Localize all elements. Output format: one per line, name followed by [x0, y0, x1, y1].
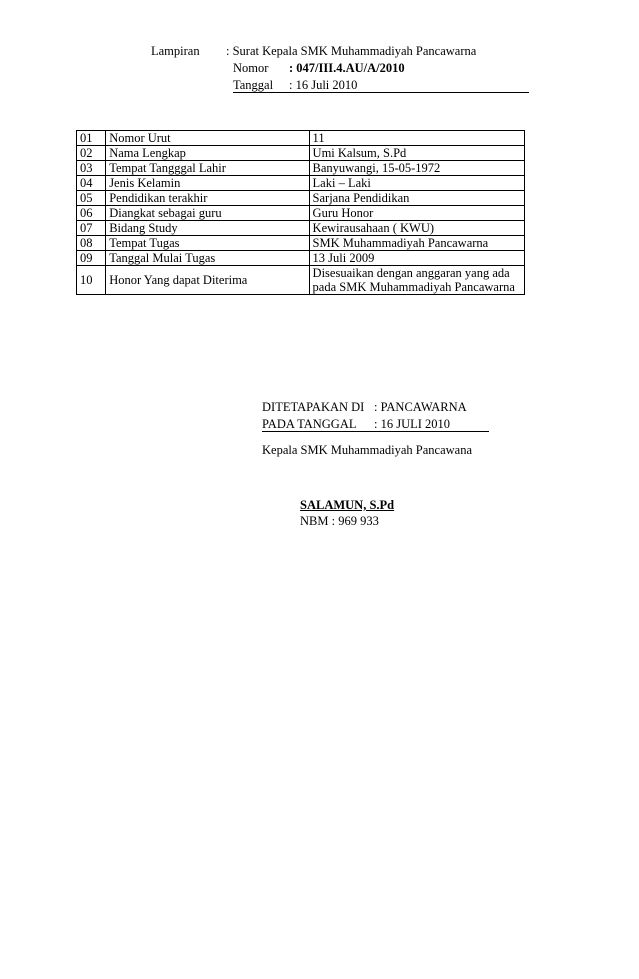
- row-value: 11: [309, 131, 524, 146]
- row-value: Laki – Laki: [309, 176, 524, 191]
- row-value: 13 Juli 2009: [309, 251, 524, 266]
- row-field: Pendidikan terakhir: [106, 191, 309, 206]
- table-row: [77, 236, 525, 251]
- header-underline: [233, 92, 529, 93]
- signer-name: SALAMUN, S.Pd: [300, 498, 395, 512]
- signer-nbm: NBM : 969 933: [300, 514, 379, 528]
- row-field: Jenis Kelamin: [106, 176, 309, 191]
- ditetapkan-label: DITETAPAKAN DI: [262, 400, 365, 414]
- table-row: [77, 146, 525, 161]
- row-number: 03: [77, 161, 106, 176]
- lampiran-value: : Surat Kepala SMK Muhammadiyah Pancawarna: [226, 44, 477, 58]
- nomor-value: : 047/III.4.AU/A/2010: [289, 61, 405, 75]
- row-field: Tempat Tangggal Lahir: [106, 161, 309, 176]
- row-value: Guru Honor: [309, 206, 524, 221]
- row-value: [309, 266, 524, 295]
- row-field: Bidang Study: [106, 221, 309, 236]
- row-value: SMK Muhammadiyah Pancawarna: [309, 236, 524, 251]
- row-number: 06: [77, 206, 106, 221]
- pada-tanggal-label: PADA TANGGAL: [262, 417, 357, 431]
- row-value: Banyuwangi, 15-05-1972: [309, 161, 524, 176]
- tanggal-value: : 16 Juli 2010: [289, 78, 358, 92]
- row-number: 07: [77, 221, 106, 236]
- row-number: 05: [77, 191, 106, 206]
- table-row: [77, 206, 525, 221]
- row-field: Nomor Urut: [106, 131, 309, 146]
- table-row: [77, 176, 525, 191]
- pada-tanggal-value: : 16 JULI 2010: [374, 417, 451, 431]
- signer-title: Kepala SMK Muhammadiyah Pancawana: [262, 443, 473, 457]
- row-number: 01: [77, 131, 106, 146]
- row-field: Tempat Tugas: [106, 236, 309, 251]
- row-value: Kewirausahaan ( KWU): [309, 221, 524, 236]
- row-field: Tanggal Mulai Tugas: [106, 251, 309, 266]
- row-number: 10: [77, 266, 106, 295]
- row-number: 04: [77, 176, 106, 191]
- row-field: Nama Lengkap: [106, 146, 309, 161]
- table-row: [77, 221, 525, 236]
- row-value: Sarjana Pendidikan: [309, 191, 524, 206]
- table-row: [77, 131, 525, 146]
- tanggal-label: Tanggal: [233, 78, 274, 92]
- table-row: [77, 251, 525, 266]
- ditetapkan-value: : PANCAWARNA: [374, 400, 467, 414]
- row-field: Honor Yang dapat Diterima: [106, 266, 309, 295]
- table-row: [77, 161, 525, 176]
- nomor-label: Nomor: [233, 61, 269, 75]
- row-value: Umi Kalsum, S.Pd: [309, 146, 524, 161]
- lampiran-label: Lampiran: [151, 44, 200, 58]
- row-number: 02: [77, 146, 106, 161]
- table-row: [77, 266, 525, 295]
- data-table: [76, 130, 525, 295]
- row-value-line: Disesuaikan dengan anggaran yang ada: [312, 266, 510, 280]
- row-number: 09: [77, 251, 106, 266]
- row-number: 08: [77, 236, 106, 251]
- signature-underline: [262, 431, 489, 432]
- row-field: Diangkat sebagai guru: [106, 206, 309, 221]
- row-value-line: pada SMK Muhammadiyah Pancawarna: [312, 280, 515, 294]
- table-row: [77, 191, 525, 206]
